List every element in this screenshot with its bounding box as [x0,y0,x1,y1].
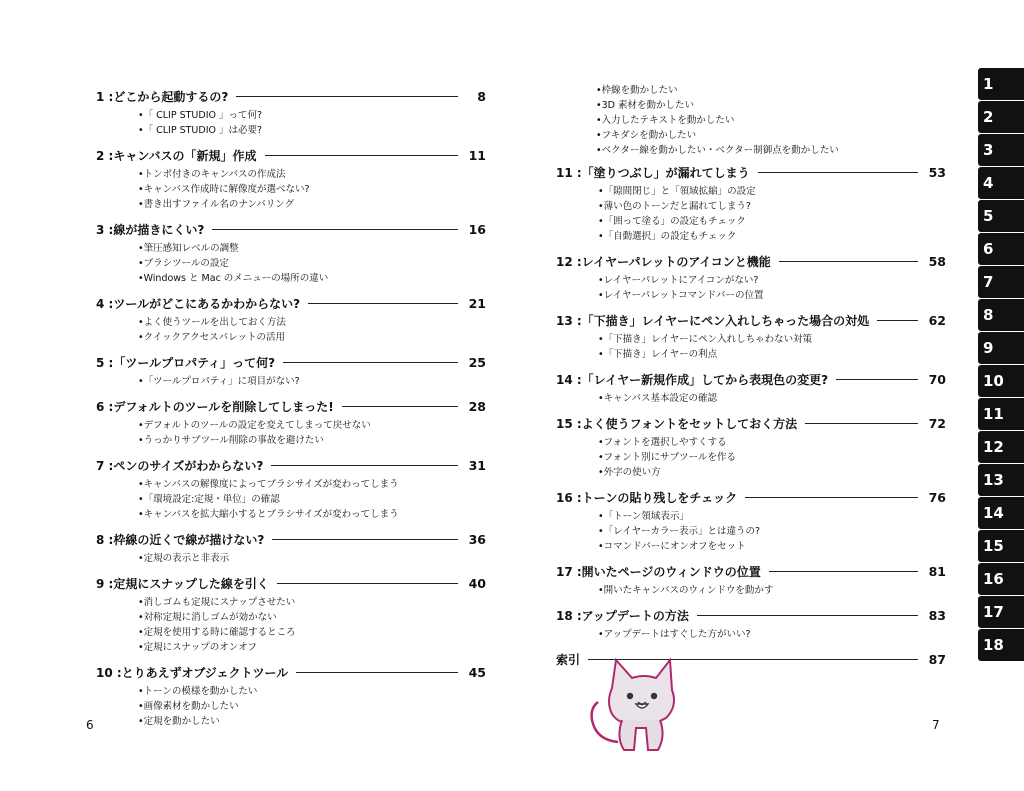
chapter-page-number: 58 [928,253,946,269]
leader-line [779,261,918,262]
chapter-tabs [978,68,1024,662]
toc-subitem: •薄い色のトーンだと漏れてしまう? [598,201,751,212]
toc-entry [96,527,486,566]
toc-subitem: •デフォルトのツールの設定を変えてしまって戻せない [138,420,371,431]
leader-line [212,229,458,230]
chapter-tab[interactable]: 16 [978,563,1024,595]
toc-subitem: •「下描き」レイヤーの利点 [598,349,718,360]
chapter-tab[interactable]: 13 [978,464,1024,496]
toc-subitem: •ブラシツールの設定 [138,258,229,269]
toc-continued-subitems [596,83,839,158]
chapter-tab[interactable]: 14 [978,497,1024,529]
leader-line [308,303,458,304]
chapter-title: 10 :とりあえずオブジェクトツール [96,665,289,680]
toc-subitem: •トンボ付きのキャンバスの作成法 [138,169,286,180]
toc-entry-heading[interactable] [96,453,486,477]
chapter-tab[interactable]: 15 [978,530,1024,562]
toc-entry [556,367,946,406]
chapter-title: 2 :キャンバスの「新規」作成 [96,148,257,163]
toc-entry [96,571,486,655]
chapter-page-number: 21 [468,295,486,311]
toc-entry-heading[interactable] [556,603,946,627]
toc-subitem: •定規にスナップのオンオフ [138,642,257,653]
toc-subitem: •「囲って塗る」の設定もチェック [598,216,746,227]
chapter-page-number: 28 [468,398,486,414]
page-number-left: 6 [86,718,94,732]
chapter-tab[interactable]: 9 [978,332,1024,364]
toc-subitem: •「 CLIP STUDIO 」は必要? [138,125,263,136]
chapter-tab[interactable]: 12 [978,431,1024,463]
toc-subitem: •定規を動かしたい [138,716,220,727]
toc-subitem: •レイヤーパレットにアイコンがない? [598,275,759,286]
chapter-tab[interactable]: 5 [978,200,1024,232]
toc-subitem: •「自動選択」の設定もチェック [598,231,737,242]
toc-subitem: •フォントを選択しやすくする [598,437,727,448]
chapter-tab[interactable]: 8 [978,299,1024,331]
chapter-page-number: 36 [468,531,486,547]
chapter-page-number: 87 [928,651,946,667]
leader-line [758,172,918,173]
toc-subitem: •キャンバス作成時に解像度が選べない? [138,184,310,195]
chapter-title: 16 :トーンの貼り残しをチェック [556,490,738,505]
toc-subitem: •「レイヤーカラー表示」とは違うの? [598,526,760,537]
leader-line [697,615,918,616]
chapter-page-number: 45 [468,664,486,680]
chapter-tab[interactable]: 3 [978,134,1024,166]
chapter-title: 1 :どこから起動するの? [96,89,229,104]
toc-subitem: •対称定規に消しゴムが効かない [138,612,277,623]
chapter-page-number: 16 [468,221,486,237]
leader-line [836,379,918,380]
toc-entry-heading[interactable] [96,571,486,595]
leader-line [283,362,458,363]
toc-subitem: •「 CLIP STUDIO 」って何? [138,110,263,121]
toc-subitem: •書き出すファイル名のナンバリング [138,199,295,210]
toc-subitem: •外字の使い方 [598,467,661,478]
toc-entry-heading[interactable] [556,485,946,509]
toc-entry [96,84,486,138]
chapter-tab[interactable]: 17 [978,596,1024,628]
toc-subitem: •Windows と Mac のメニューの場所の違い [138,273,329,284]
chapter-tab[interactable]: 6 [978,233,1024,265]
toc-subitem: •画像素材を動かしたい [138,701,239,712]
chapter-page-number: 76 [928,489,946,505]
toc-subitem: •キャンバスを拡大縮小するとブラシサイズが変わってしまう [138,509,399,520]
chapter-page-number: 53 [928,164,946,180]
chapter-title: 11 :「塗りつぶし」が漏れてしまう [556,165,750,180]
leader-line [296,672,458,673]
toc-entry-heading[interactable] [96,660,486,684]
chapter-title: 12 :レイヤーパレットのアイコンと機能 [556,254,771,269]
chapter-title: 14 :「レイヤー新規作成」してから表現色の変更? [556,372,829,387]
chapter-title: 6 :デフォルトのツールを削除してしまった! [96,399,334,414]
chapter-tab[interactable]: 2 [978,101,1024,133]
toc-subitem: •筆圧感知レベルの調整 [138,243,239,254]
leader-line [877,320,918,321]
chapter-title: 4 :ツールがどこにあるかわからない? [96,296,301,311]
leader-line [769,571,918,572]
chapter-page-number: 81 [928,563,946,579]
leader-line [277,583,458,584]
toc-entry [96,291,486,345]
toc-subitem: •「隙間閉じ」と「領域拡縮」の設定 [598,186,756,197]
leader-line [342,406,458,407]
chapter-title: 5 :「ツールプロパティ」って何? [96,355,276,370]
toc-left-column [96,84,486,734]
toc-entry [556,411,946,480]
toc-subitem: •「下描き」レイヤーにペン入れしちゃわない対策 [598,334,813,345]
toc-entry-heading[interactable] [556,160,946,184]
chapter-tab[interactable]: 4 [978,167,1024,199]
chapter-tab[interactable]: 11 [978,398,1024,430]
leader-line [272,539,458,540]
toc-entry [556,308,946,362]
toc-entry [556,485,946,554]
chapter-title: 9 :定規にスナップした線を引く [96,576,269,591]
chapter-title: 8 :枠線の近くで線が描けない? [96,532,265,547]
chapter-page-number: 8 [477,88,486,104]
chapter-tab[interactable]: 7 [978,266,1024,298]
toc-entry [556,249,946,303]
toc-subitem: •「ツールプロパティ」に項目がない? [138,376,300,387]
chapter-title: 13 :「下描き」レイヤーにペン入れしちゃった場合の対処 [556,313,870,328]
toc-entry-heading[interactable] [556,559,946,583]
leader-line [265,155,459,156]
chapter-page-number: 31 [468,457,486,473]
toc-entry-heading[interactable] [96,84,486,108]
chapter-title: 3 :線が描きにくい? [96,222,205,237]
cat-illustration [582,646,692,756]
toc-subitem: •よく使うツールを出しておく方法 [138,317,286,328]
leader-line [271,465,458,466]
toc-subitem: •クイックアクセスパレットの活用 [138,332,286,343]
toc-subitem: •枠線を動かしたい [596,85,678,96]
toc-entry [96,394,486,448]
toc-entry-heading[interactable] [96,217,486,241]
leader-line [236,96,458,97]
toc-entry-heading[interactable] [96,143,486,167]
toc-subitem: •トーンの模様を動かしたい [138,686,258,697]
toc-entry-heading[interactable] [556,411,946,435]
toc-subitem: •消しゴムも定規にスナップさせたい [138,597,296,608]
toc-subitem: •定規の表示と非表示 [138,553,230,564]
toc-subitem: •フォント別にサブツールを作る [598,452,736,463]
toc-subitem: •フキダシを動かしたい [596,130,697,141]
toc-subitem: •「環境設定:定規・単位」の確認 [138,494,280,505]
toc-entry [556,603,946,642]
toc-subitem: •コマンドバーにオンオフをセット [598,541,746,552]
toc-subitem: •レイヤーパレットコマンドバーの位置 [598,290,764,301]
chapter-title: 15 :よく使うフォントをセットしておく方法 [556,416,798,431]
toc-subitem: •3D 素材を動かしたい [596,100,694,111]
toc-entry [96,143,486,212]
toc-subitem: •キャンバス基本設定の確認 [598,393,717,404]
leader-line [745,497,918,498]
toc-subitem: •ベクター線を動かしたい・ベクター制御点を動かしたい [596,145,839,156]
toc-subitem: •「トーン領域表示」 [598,511,689,522]
toc-entry-heading[interactable] [96,350,486,374]
chapter-page-number: 83 [928,607,946,623]
chapter-title: 索引 [556,652,581,667]
chapter-page-number: 70 [928,371,946,387]
chapter-title: 7 :ペンのサイズがわからない? [96,458,264,473]
leader-line [805,423,918,424]
toc-subitem: •開いたキャンバスのウィンドウを動かす [598,585,774,596]
toc-subitem: •定規を使用する時に確認するところ [138,627,296,638]
chapter-tab[interactable]: 1 [978,68,1024,100]
chapter-page-number: 72 [928,415,946,431]
toc-entry-heading[interactable] [556,308,946,332]
toc-subitem: •アップデートはすぐした方がいい? [598,629,751,640]
chapter-page-number: 11 [468,147,486,163]
toc-entry [96,350,486,389]
toc-right-column [556,160,946,676]
page-number-right: 7 [932,718,940,732]
toc-subitem: •キャンバスの解像度によってブラシサイズが変わってしまう [138,479,399,490]
toc-entry-heading[interactable] [96,291,486,315]
toc-entry [96,453,486,522]
toc-entry [556,559,946,598]
chapter-tab[interactable]: 18 [978,629,1024,661]
toc-subitem: •入力したテキストを動かしたい [596,115,735,126]
toc-entry-heading[interactable] [96,394,486,418]
chapter-title: 18 :アップデートの方法 [556,608,689,623]
toc-entry-heading[interactable] [96,527,486,551]
chapter-tab[interactable]: 10 [978,365,1024,397]
toc-entry-heading[interactable] [556,249,946,273]
chapter-title: 17 :開いたページのウィンドウの位置 [556,564,761,579]
toc-entry [96,217,486,286]
toc-entry [556,160,946,244]
toc-entry-heading[interactable] [556,367,946,391]
toc-entry [96,660,486,729]
chapter-page-number: 25 [468,354,486,370]
chapter-page-number: 62 [928,312,946,328]
toc-subitem: •うっかりサブツール削除の事故を避けたい [138,435,324,446]
chapter-page-number: 40 [468,575,486,591]
